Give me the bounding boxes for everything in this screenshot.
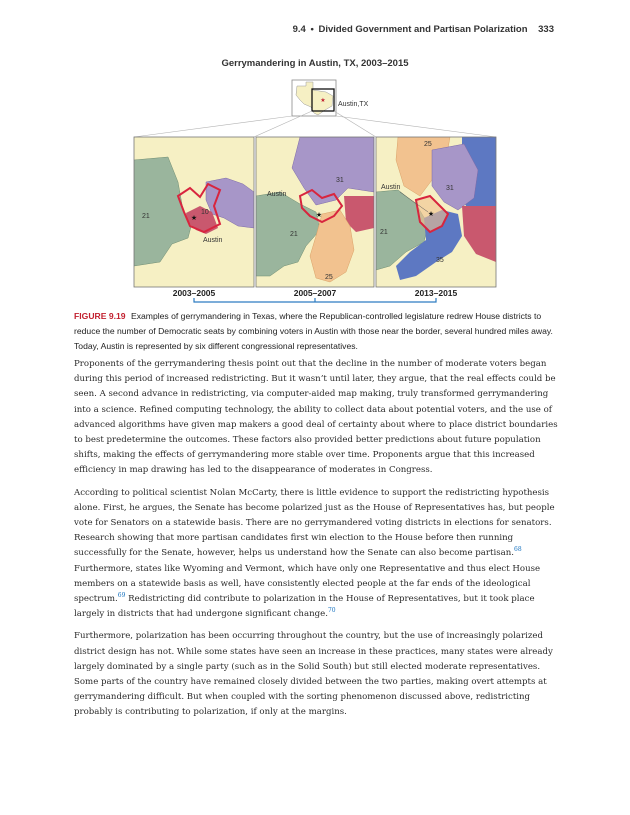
- panel2-label-31: 31: [336, 177, 344, 184]
- panel3-label-austin: Austin: [381, 184, 401, 191]
- figure-caption: [74, 309, 558, 354]
- body-text: [74, 357, 558, 728]
- paragraph-2-part-b: Furthermore, states like Wyoming and Vermont, which have only one Representative and thus elect House members on a statewide basis as well, have consistently elected people at the far ends of the ideological spectrum.: [74, 563, 541, 605]
- page-number: 333: [538, 24, 554, 35]
- panel3-label-21: 21: [380, 229, 388, 236]
- paragraph-3: Furthermore, polarization has been occurring throughout the country, but the use of increasingly polarized district design has not. While some states have seen an increase in these practices, many states were already largely dominated by a single party (such as in the Solid South) but still elected moderate representatives. Some parts of the country have remained closely divided between the two parties, making overt attempts at gerrymandering difficult. But when coupled with the sorting phenomenon discussed above, redistricting probably is contributing to polarization, if only at the margins.: [74, 631, 553, 718]
- panel1-label-21: 21: [142, 213, 150, 220]
- year-label-2003-2005: 2003–2005: [172, 288, 216, 298]
- panel2-label-21: 21: [290, 231, 298, 238]
- austin-star-icon: ★: [190, 214, 198, 222]
- paragraph-1: Proponents of the gerrymandering thesis point out that the decline in the number of moderate voters began during this period of increased redistricting. But it wasn’t until later, they argue, that the real effects could be seen. A second advance in redistricting, via computer-aided map making, truly transformed gerrymandering into a science. Refined computing technology, the ability to collect data about potential voters, and the use of advanced algorithms have given map makers a good deal of certainty about where to place district boundaries to best predetermine the outcomes. These factors also provided better predictions about future population shifts, making the effects of gerrymandering more stable over time. Proponents argue that this increased efficiency in map drawing has led to the disappearance of moderates in Congress.: [74, 359, 558, 476]
- header-bullet: •: [310, 24, 314, 35]
- panel2-label-25: 25: [325, 274, 333, 281]
- year-label-2005-2007: 2005–2007: [293, 288, 337, 298]
- footnote-ref-68[interactable]: 68: [514, 546, 522, 554]
- inset-label: Austin,TX: [338, 101, 369, 108]
- section-title: Divided Government and Partisan Polarization: [318, 24, 528, 35]
- gerrymandering-figure: [0, 72, 630, 304]
- panel3-label-35: 35: [436, 257, 444, 264]
- panel3-label-25: 25: [424, 141, 432, 148]
- map-panel-2003-2005: [134, 137, 254, 287]
- footnote-ref-69[interactable]: 69: [117, 592, 126, 600]
- texas-locator-inset: [292, 80, 369, 116]
- section-number: 9.4: [292, 24, 306, 35]
- panel1-label-10: 10: [201, 209, 209, 216]
- panel3-label-31: 31: [446, 185, 454, 192]
- panel1-label-austin: Austin: [203, 237, 223, 244]
- figure-title: Gerrymandering in Austin, TX, 2003–2015: [221, 58, 409, 69]
- austin-star-icon: ★: [315, 211, 323, 219]
- paragraph-2-part-a: According to political scientist Nolan McCarty, there is little evidence to support the redistricting hypothesis alone. First, he argues, the Senate has become polarized just as the House of Representatives has, but people vote for Senators on a statewide basis. There are no gerrymandered voting districts in elections for senators. Research showing that more partisan candidates first win election to the House before then running successfully for the Senate, however, helps us understand how the Senate can also become partisan.: [74, 487, 555, 559]
- caption-text: Examples of gerrymandering in Texas, where the Republican-controlled legislature redrew House districts to reduce the number of Democratic seats by combining voters in Austin with those near the border, several hundred miles away. Today, Austin is represented by six different congressional representatives.: [74, 311, 553, 351]
- austin-star-icon: ★: [320, 97, 326, 104]
- paragraph-2: [74, 486, 558, 623]
- running-head: [293, 24, 554, 35]
- austin-star-icon: ★: [427, 210, 435, 218]
- footnote-ref-70[interactable]: 70: [327, 607, 336, 615]
- year-label-2013-2015: 2013–2015: [414, 288, 458, 298]
- paragraph-2-part-c: Redistricting did contribute to polarization in the House of Representatives, but it took place largely in districts that had undergone significant change.: [74, 594, 535, 620]
- figure-label: FIGURE 9.19: [74, 311, 126, 321]
- map-panel-2013-2015: [376, 137, 496, 287]
- map-panel-2005-2007: [256, 137, 374, 287]
- timeline-bracket: [194, 298, 436, 302]
- panel2-label-austin: Austin: [267, 191, 287, 198]
